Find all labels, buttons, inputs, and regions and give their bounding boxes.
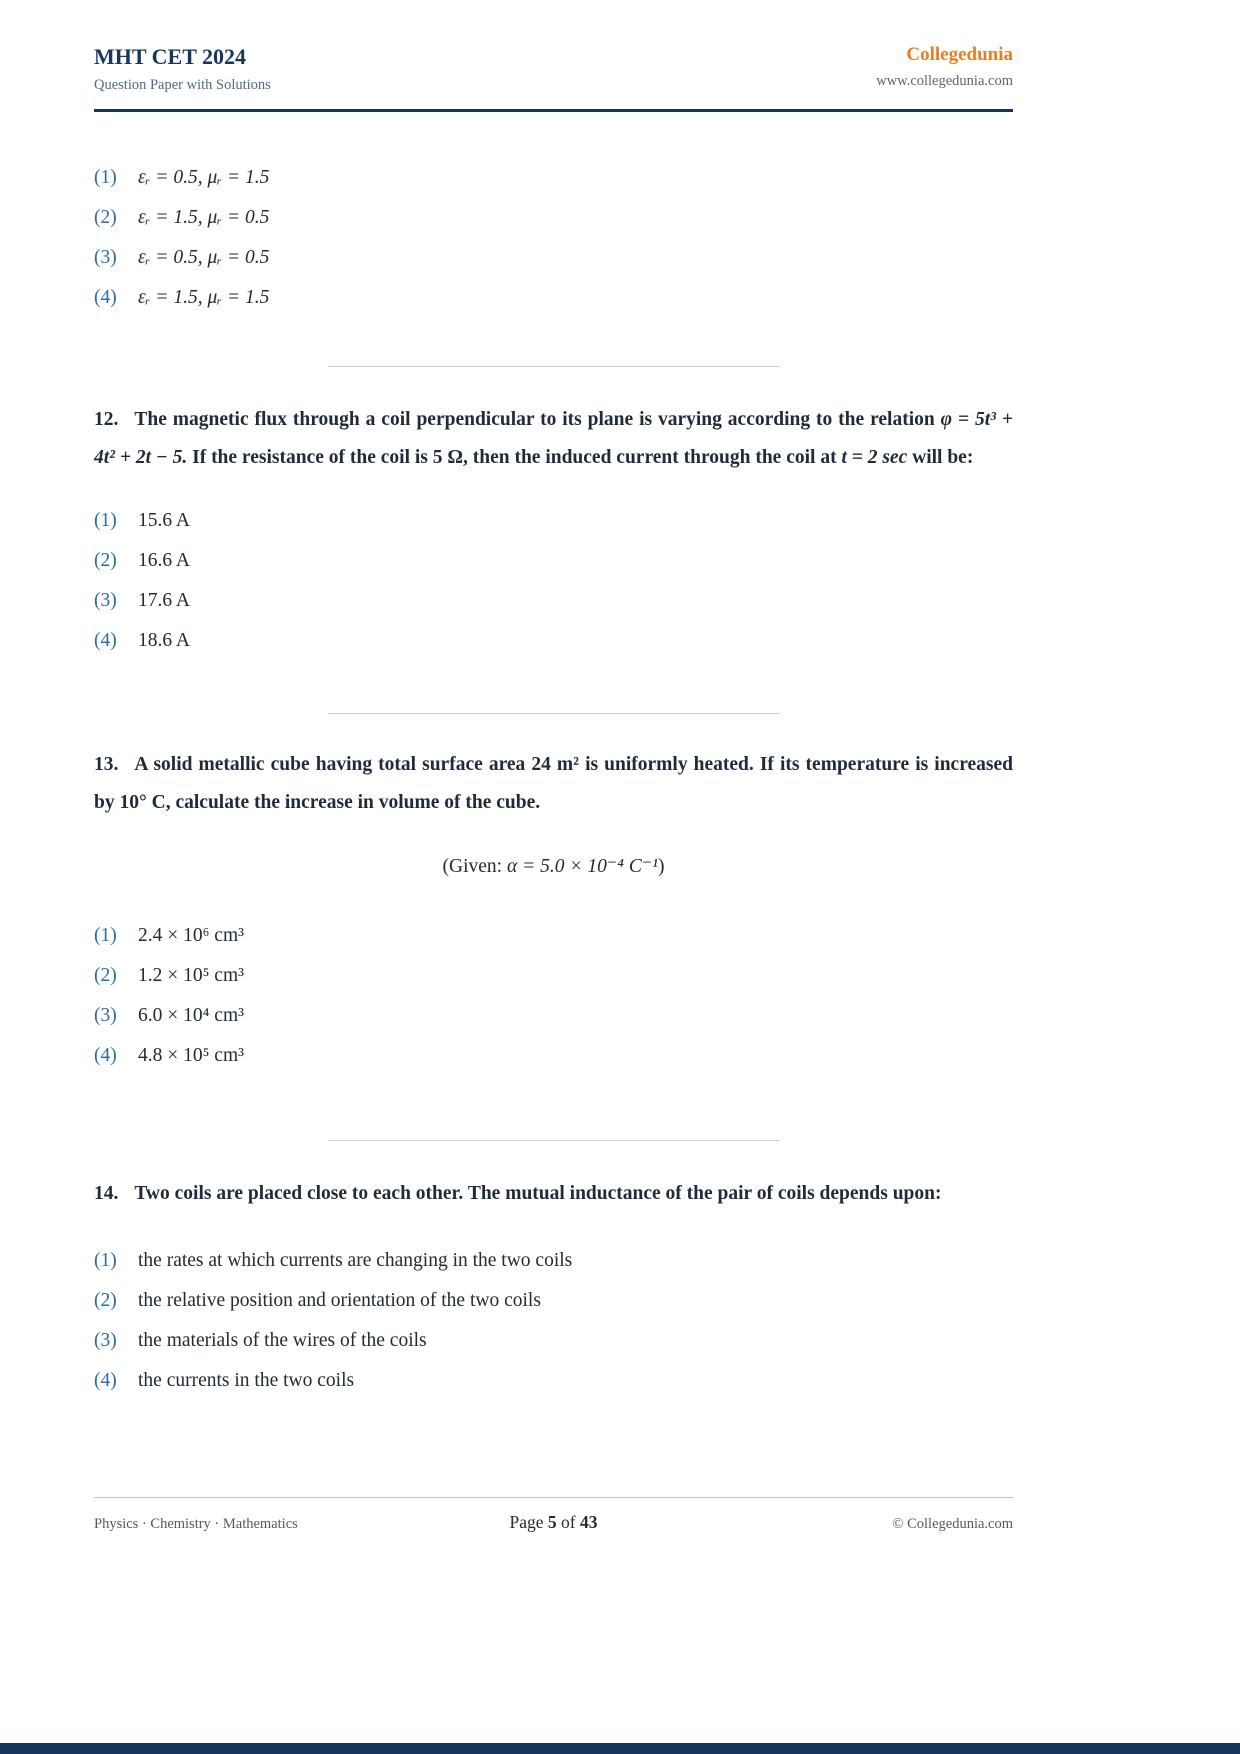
- footer-subjects: Physics · Chemistry · Mathematics: [94, 1516, 298, 1532]
- section-divider: [328, 1140, 780, 1141]
- option-row: [94, 238, 1013, 278]
- question-13-options: [94, 916, 1013, 1076]
- option-number: (3): [94, 246, 117, 268]
- option-text: 17.6 A: [138, 589, 191, 611]
- option-row: [94, 621, 1013, 661]
- option-text: εᵣ = 0.5, μᵣ = 0.5: [138, 246, 270, 268]
- total-pages: 43: [579, 1512, 598, 1532]
- option-row: [94, 158, 1013, 198]
- option-number: (1): [94, 509, 117, 531]
- option-text: 16.6 A: [138, 549, 191, 571]
- question-math-segment: t = 2 sec: [841, 446, 908, 468]
- option-row: [94, 541, 1013, 581]
- question-14-options: [94, 1241, 1013, 1401]
- given-text: ): [657, 855, 665, 877]
- question-11-options-continued: [94, 158, 1013, 318]
- option-text: 1.2 × 10⁵ cm³: [138, 964, 244, 986]
- option-number: (1): [94, 924, 117, 946]
- question-14: [94, 1175, 1013, 1401]
- question-number: 14.: [94, 1182, 119, 1204]
- option-number: (4): [94, 1044, 117, 1066]
- header-left: [94, 44, 271, 94]
- option-row: [94, 956, 1013, 996]
- page-word: Page: [509, 1512, 548, 1532]
- page-footer: [94, 1512, 1013, 1533]
- content-frame: [94, 0, 1013, 1401]
- option-text: 4.8 × 10⁵ cm³: [138, 1044, 244, 1066]
- option-number: (4): [94, 629, 117, 651]
- question-text-segment: If the resistance of the coil is 5 Ω, then the induced current through the coil at: [187, 446, 842, 468]
- option-text: the currents in the two coils: [138, 1369, 355, 1391]
- question-13-given: [94, 852, 1013, 882]
- question-12-text: [94, 401, 1013, 477]
- question-14-text: [94, 1175, 1013, 1213]
- question-text-segment: Two coils are placed close to each other. The mutual inductance of the pair of coils depends upon:: [134, 1182, 942, 1204]
- option-number: (1): [94, 1249, 117, 1271]
- question-13: [94, 746, 1013, 1076]
- question-text-segment: A solid metallic cube having total surface area 24 m² is uniformly heated. If its temperature is increased by 10° C, calculate the increase in volume of the cube.: [94, 753, 1013, 813]
- option-text: 6.0 × 10⁴ cm³: [138, 1004, 244, 1026]
- question-12-options: [94, 501, 1013, 661]
- footer-copyright: © Collegedunia.com: [892, 1516, 1013, 1532]
- option-number: (3): [94, 1329, 117, 1351]
- option-row: [94, 916, 1013, 956]
- of-word: of: [556, 1512, 580, 1532]
- option-row: [94, 1321, 1013, 1361]
- option-number: (3): [94, 589, 117, 611]
- question-number: 13.: [94, 753, 119, 775]
- question-math-segment: φ = 5t³ + 4t² + 2t − 5.: [94, 408, 1013, 468]
- option-number: (2): [94, 206, 117, 228]
- option-number: (2): [94, 964, 117, 986]
- option-text: εᵣ = 1.5, μᵣ = 0.5: [138, 206, 270, 228]
- page-header: [94, 44, 1013, 94]
- option-row: [94, 1281, 1013, 1321]
- page-indicator: [510, 1512, 598, 1533]
- option-row: [94, 501, 1013, 541]
- option-text: εᵣ = 1.5, μᵣ = 1.5: [138, 286, 270, 308]
- exam-subtitle: Question Paper with Solutions: [94, 77, 271, 93]
- given-math: α = 5.0 × 10⁻⁴ C⁻¹: [506, 855, 658, 877]
- option-text: the materials of the wires of the coils: [138, 1329, 427, 1351]
- option-number: (3): [94, 1004, 117, 1026]
- footer-divider: [94, 1497, 1013, 1498]
- section-divider: [328, 713, 780, 714]
- option-text: 15.6 A: [138, 509, 191, 531]
- option-text: the rates at which currents are changing in the two coils: [138, 1249, 573, 1271]
- given-text: (Given:: [442, 855, 507, 877]
- option-number: (2): [94, 549, 117, 571]
- option-text: the relative position and orientation of the two coils: [138, 1289, 541, 1311]
- option-row: [94, 1361, 1013, 1401]
- page-number: 5: [547, 1512, 557, 1532]
- option-text: 18.6 A: [138, 629, 191, 651]
- option-row: [94, 581, 1013, 621]
- section-divider: [328, 366, 780, 367]
- bottom-accent-bar: [0, 1743, 1240, 1754]
- option-row: [94, 278, 1013, 318]
- option-row: [94, 1241, 1013, 1281]
- option-row: [94, 996, 1013, 1036]
- brand-website: www.collegedunia.com: [876, 73, 1013, 89]
- question-text-segment: The magnetic flux through a coil perpendicular to its plane is varying according to the relation: [134, 408, 941, 430]
- option-number: (4): [94, 286, 117, 308]
- header-divider: [94, 109, 1013, 112]
- question-text-segment: will be:: [907, 446, 974, 468]
- option-number: (1): [94, 166, 117, 188]
- header-right: [876, 44, 1013, 90]
- option-text: εᵣ = 0.5, μᵣ = 1.5: [138, 166, 270, 188]
- question-number: 12.: [94, 408, 119, 430]
- option-number: (2): [94, 1289, 117, 1311]
- exam-title: MHT CET 2024: [94, 44, 246, 69]
- option-row: [94, 1036, 1013, 1076]
- brand-name: Collegedunia: [906, 44, 1013, 65]
- option-row: [94, 198, 1013, 238]
- option-number: (4): [94, 1369, 117, 1391]
- question-12: [94, 401, 1013, 661]
- question-13-text: [94, 746, 1013, 822]
- option-text: 2.4 × 10⁶ cm³: [138, 924, 244, 946]
